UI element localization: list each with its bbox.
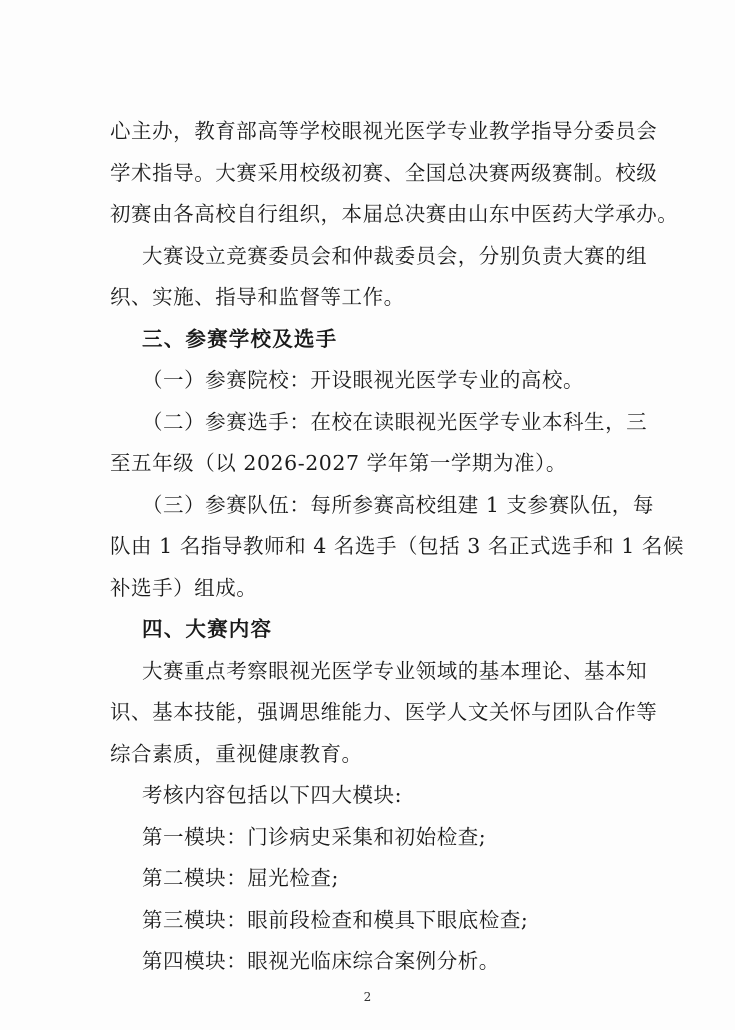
section-heading-participants: 三、参赛学校及选手 [142,327,338,351]
paragraph-line: 至五年级（以 2026-2027 学年第一学期为准）。 [110,451,567,475]
module-line: 第一模块：门诊病史采集和初始检查; [142,825,487,849]
paragraph-line: 识、基本技能，强调思维能力、医学人文关怀与团队合作等 [110,700,658,724]
paragraph-line: 织、实施、指导和监督等工作。 [110,285,405,309]
paragraph-line: 学术指导。大赛采用校级初赛、全国总决赛两级赛制。校级 [110,161,658,185]
paragraph-line: 综合素质，重视健康教育。 [110,742,363,766]
paragraph-line: 补选手）组成。 [110,576,258,600]
module-line: 第三模块：眼前段检查和模具下眼底检查; [142,908,529,932]
paragraph-line: 大赛重点考察眼视光医学专业领域的基本理论、基本知 [142,659,648,683]
page-number: 2 [363,990,372,1004]
paragraph-line: 队由 1 名指导教师和 4 名选手（包括 3 名正式选手和 1 名候 [110,534,684,558]
paragraph-line: （三）参赛队伍：每所参赛高校组建 1 支参赛队伍，每 [142,493,654,517]
paragraph-line: 初赛由各高校自行组织，本届总决赛由山东中医药大学承办。 [110,202,679,226]
paragraph-line: （二）参赛选手：在校在读眼视光医学专业本科生，三 [142,410,648,434]
paragraph-line: 考核内容包括以下四大模块: [142,783,403,807]
section-heading-content: 四、大赛内容 [142,617,273,641]
paragraph-line: 大赛设立竞赛委员会和仲裁委员会，分别负责大赛的组 [142,244,648,268]
paragraph-line: （一）参赛院校：开设眼视光医学专业的高校。 [142,368,585,392]
module-line: 第二模块：屈光检查; [142,866,339,890]
module-line: 第四模块：眼视光临床综合案例分析。 [142,949,500,973]
paragraph-line: 心主办，教育部高等学校眼视光医学专业教学指导分委员会 [110,119,658,143]
